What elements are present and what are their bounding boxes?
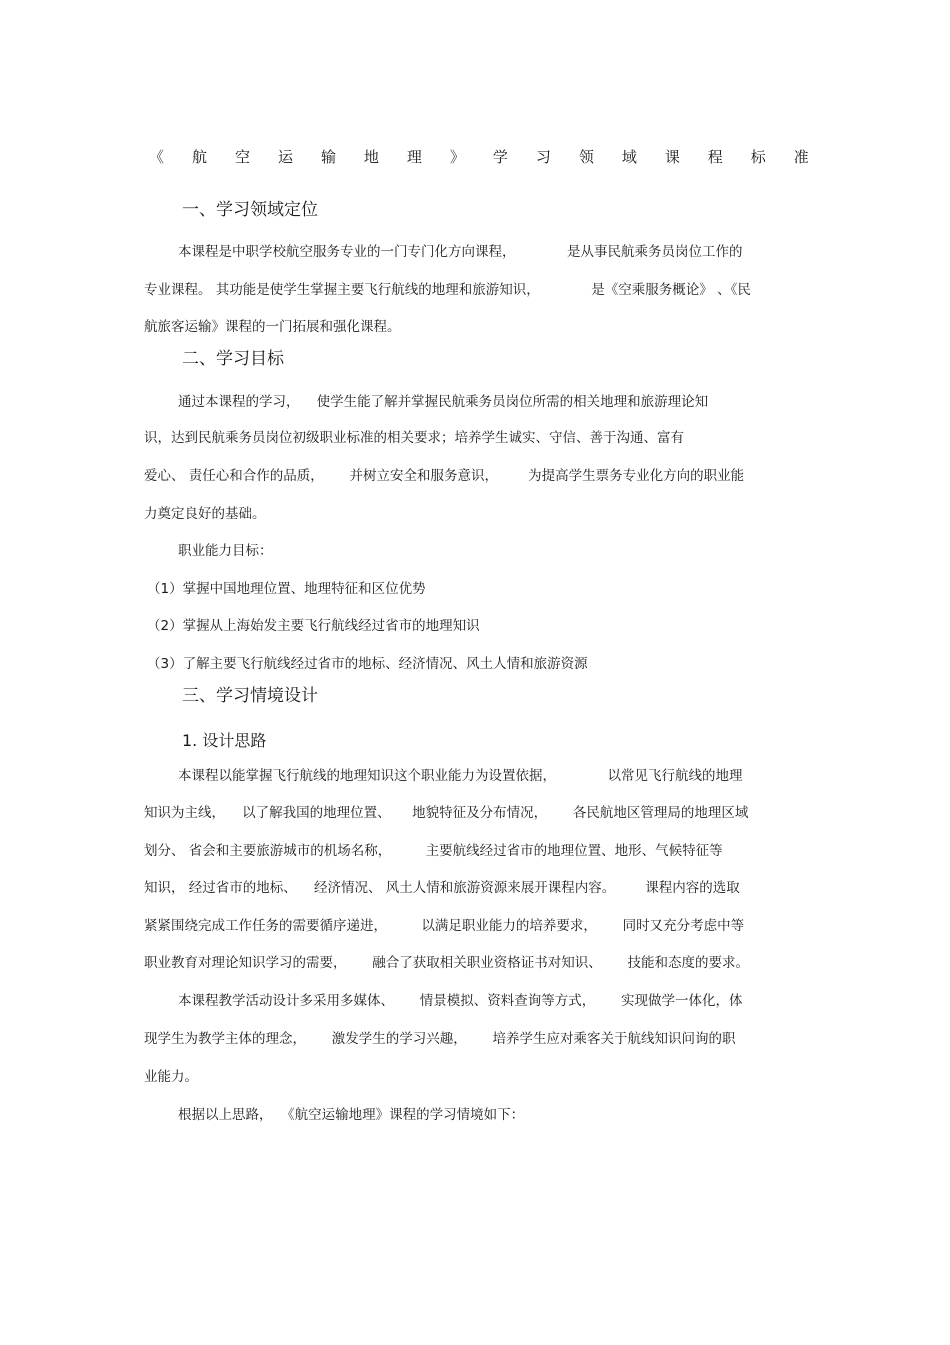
title-char: 理 [406, 148, 422, 166]
title-char: 领 [578, 148, 594, 166]
title-char: 运 [277, 148, 293, 166]
section3-heading: 三、学习情境设计 [182, 686, 318, 706]
title-char: 《 [149, 148, 165, 166]
title-char: 程 [707, 148, 723, 166]
ability-item: （3）了解主要飞行航线经过省市的地标、经济情况、风土人情和旅游资源 [147, 656, 588, 672]
section1-line: 本课程是中职学校航空服务专业的一门专门化方向课程， 是从事民航乘务员岗位工作的 [178, 244, 743, 260]
title-char: 航 [191, 148, 207, 166]
ability-item: （1）掌握中国地理位置、地理特征和区位优势 [147, 581, 426, 597]
section3-para1-line: 划分、 省会和主要旅游城市的机场名称， 主要航线经过省市的地理位置、地形、气候特征等 [144, 843, 723, 859]
title-char: 习 [535, 148, 551, 166]
title-char: 准 [793, 148, 809, 166]
title-char: 域 [621, 148, 637, 166]
section1-heading: 一、学习领域定位 [182, 200, 318, 220]
document-title [149, 150, 809, 165]
section2-line: 通过本课程的学习， 使学生能了解并掌握民航乘务员岗位所需的相关地理和旅游理论知 [178, 394, 709, 410]
section2-heading: 二、学习目标 [182, 349, 284, 369]
title-char: 标 [750, 148, 766, 166]
ability-item: （2）掌握从上海始发主要飞行航线经过省市的地理知识 [147, 618, 480, 634]
title-char: 》 [449, 148, 465, 166]
title-char: 地 [363, 148, 379, 166]
section1-line: 航旅客运输》课程的一门拓展和强化课程。 [144, 319, 401, 335]
section2-line: 识，达到民航乘务员岗位初级职业标准的相关要求；培养学生诚实、守信、善于沟通、富有 [144, 430, 684, 446]
section3-para1-line: 本课程以能掌握飞行航线的地理知识这个职业能力为设置依据， 以常见飞行航线的地理 [178, 768, 743, 784]
section1-line: 专业课程。 其功能是使学生掌握主要飞行航线的地理和旅游知识， 是《空乘服务概论》 、《民 [144, 282, 751, 298]
title-char: 课 [664, 148, 680, 166]
section3-subheading: 1. 设计思路 [182, 731, 267, 750]
section3-para1-line: 知识为主线， 以了解我国的地理位置、 地貌特征及分布情况， 各民航地区管理局的地理区域 [144, 805, 749, 821]
section3-para2-line: 本课程教学活动设计多采用多媒体、 情景模拟、资料查询等方式， 实现做学一体化，体 [178, 993, 743, 1009]
title-char: 输 [320, 148, 336, 166]
section3-para2-line: 现学生为教学主体的理念， 激发学生的学习兴趣， 培养学生应对乘客关于航线知识问询的职 [144, 1031, 736, 1047]
ability-label: 职业能力目标： [178, 543, 273, 559]
section3-para1-line: 职业教育对理论知识学习的需要， 融合了获取相关职业资格证书对知识、 技能和态度的要求。 [144, 955, 749, 971]
section3-closing: 根据以上思路， 《航空运输地理》课程的学习情境如下： [178, 1107, 525, 1123]
section3-para2-line: 业能力。 [144, 1069, 198, 1085]
section2-line: 爱心、 责任心和合作的品质， 并树立安全和服务意识， 为提高学生票务专业化方向的职业能 [144, 468, 745, 484]
section3-para1-line: 知识， 经过省市的地标、 经济情况、 风土人情和旅游资源来展开课程内容。 课程内容的选取 [144, 880, 740, 896]
title-char: 空 [234, 148, 250, 166]
section3-para1-line: 紧紧围绕完成工作任务的需要循序递进， 以满足职业能力的培养要求， 同时又充分考虑中等 [144, 918, 745, 934]
section2-line: 力奠定良好的基础。 [144, 506, 266, 522]
title-char: 学 [492, 148, 508, 166]
